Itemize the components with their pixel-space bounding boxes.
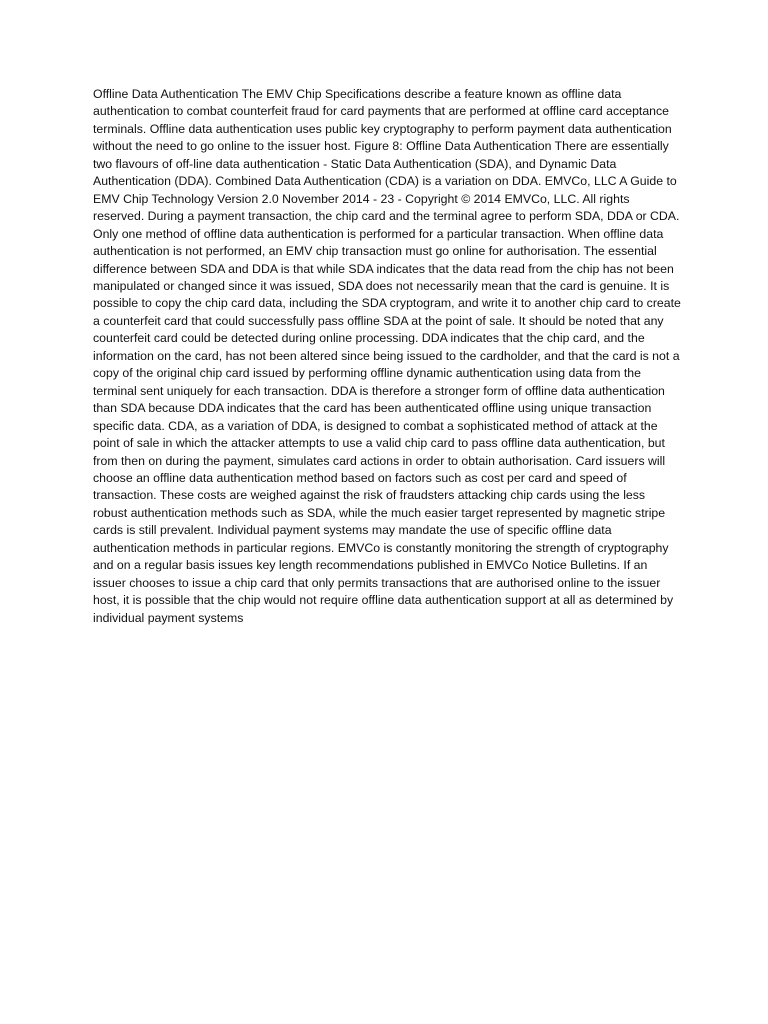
document-body-text: Offline Data Authentication The EMV Chip Specifications describe a feature known as offline data authentication to combat counterfeit fraud for card payments that are performed at offline card acceptance terminals. Offline data authentication uses public key cryptography to perform payment data authentication without the need to go online to the issuer host. Figure 8: Offline Data Authentication There are essentially two flavours of off-line data authentication - Static Data Authentication (SDA), and Dynamic Data Authentication (DDA). Combined Data Authentication (CDA) is a variation on DDA. EMVCo, LLC A Guide to EMV Chip Technology Version 2.0 November 2014 - 23 - Copyright © 2014 EMVCo, LLC. All rights reserved. During a payment transaction, the chip card and the terminal agree to perform SDA, DDA or CDA. Only one method of offline data authentication is performed for a particular transaction. When offline data authentication is not performed, an EMV chip transaction must go online for authorisation. The essential difference between SDA and DDA is that while SDA indicates that the data read from the chip has not been manipulated or changed since it was issued, SDA does not necessarily mean that the card is genuine. It is possible to copy the chip card data, including the SDA cryptogram, and write it to another chip card to create a counterfeit card that could successfully pass offline SDA at the point of sale. It should be noted that any counterfeit card could be detected during online processing. DDA indicates that the chip card, and the information on the card, has not been altered since being issued to the cardholder, and that the card is not a copy of the original chip card issued by performing offline dynamic authentication using data from the terminal sent uniquely for each transaction. DDA is therefore a stronger form of offline data authentication than SDA because DDA indicates that the card has been authenticated offline using unique transaction specific data. CDA, as a variation of DDA, is designed to combat a sophisticated method of attack at the point of sale in which the attacker attempts to use a valid chip card to pass offline data authentication, but from then on during the payment, simulates card actions in order to obtain authorisation. Card issuers will choose an offline data authentication method based on factors such as cost per card and speed of transaction. These costs are weighed against the risk of fraudsters attacking chip cards using the less robust authentication methods such as SDA, while the much easier target represented by magnetic stripe cards is still prevalent. Individual payment systems may mandate the use of specific offline data authentication methods in particular regions. EMVCo is constantly monitoring the strength of cryptography and on a regular basis issues key length recommendations published in EMVCo Notice Bulletins. If an issuer chooses to issue a chip card that only permits transactions that are authorised online to the issuer host, it is possible that the chip would not require offline data authentication support at all as determined by individual payment systems — [93, 87, 681, 625]
